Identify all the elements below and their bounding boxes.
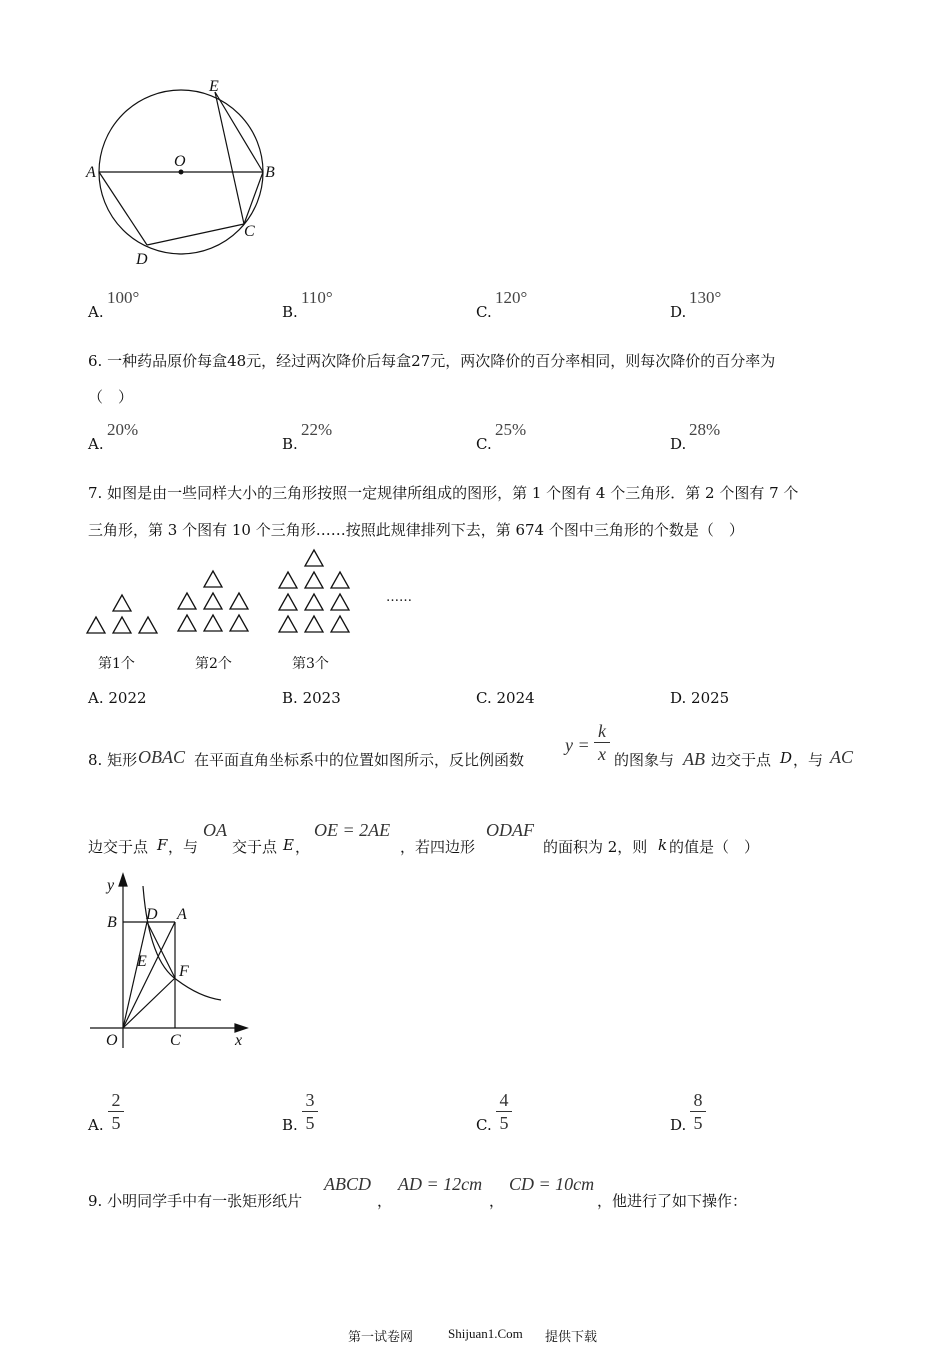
- q8-seg-oa: OA: [203, 820, 227, 840]
- q7-option-b: [282, 689, 341, 707]
- label-e: E: [209, 78, 219, 95]
- q7-caption-2: 第2个: [195, 656, 232, 672]
- label-x: x: [235, 1032, 243, 1049]
- y-axis-arrow: [119, 874, 127, 886]
- triangle: [204, 593, 222, 609]
- footer-site-name: 第一试卷网: [348, 1330, 414, 1345]
- q8-l2-c: ，: [295, 838, 311, 856]
- q8-seg-ac: AC: [830, 747, 854, 767]
- triangle: [305, 616, 323, 632]
- option-value: 25%: [495, 420, 527, 439]
- q9-comma-1: ，: [377, 1192, 393, 1210]
- q9-pre: 9. 小明同学手中有一张矩形纸片: [88, 1192, 303, 1210]
- label-c: C: [170, 1032, 181, 1049]
- q8-l2-pre: 边交于点: [88, 838, 149, 856]
- label-e: E: [137, 953, 147, 970]
- fraction-denominator: 5: [111, 1113, 121, 1133]
- fraction-denominator: 5: [499, 1113, 509, 1133]
- fraction-denominator: 5: [693, 1113, 703, 1133]
- triangle: [305, 572, 323, 588]
- option-letter: D.: [670, 1116, 687, 1134]
- option-letter: B.: [282, 435, 298, 453]
- option-value: 2025: [691, 689, 730, 707]
- label-a: A: [177, 906, 187, 923]
- q8-rect-name: OBAC: [138, 747, 185, 767]
- q8-mid3: 边交于点: [711, 751, 772, 769]
- q9-rect-name: ABCD: [324, 1174, 371, 1194]
- triangle: [279, 616, 297, 632]
- label-d: D: [136, 251, 148, 268]
- hyperbola-curve: [143, 886, 221, 1000]
- option-letter: C.: [476, 1116, 492, 1134]
- option-value: 28%: [689, 420, 721, 439]
- triangle: [331, 594, 349, 610]
- q7-option-d: [670, 689, 729, 707]
- q8-equation: OE = 2AE: [314, 820, 391, 840]
- q8-point-d: D: [780, 749, 793, 767]
- q6-question-text: 6. 一种药品原价每盒48元，经过两次降价后每盒27元，两次降价的百分率相同，则每次降价的百分率为: [88, 352, 776, 370]
- label-c: C: [244, 223, 255, 240]
- option-value: 20%: [107, 420, 139, 439]
- option-value: 120°: [495, 288, 528, 307]
- label-d: D: [146, 906, 158, 923]
- option-letter: D.: [670, 689, 687, 707]
- triangle: [139, 617, 157, 633]
- option-value: 22%: [301, 420, 333, 439]
- fraction-bar: [594, 742, 610, 743]
- q8-mid2: 的图象与: [614, 751, 675, 769]
- q8-func-lhs: y =: [565, 735, 590, 755]
- q8-quad-name: ODAF: [486, 820, 534, 840]
- q6-answer-paren: （ ）: [88, 388, 134, 406]
- q7-option-c: [476, 689, 535, 707]
- triangle: [279, 572, 297, 588]
- q8-coordinate-figure: [85, 868, 265, 1058]
- segment-od: [123, 922, 147, 1028]
- option-letter: A.: [88, 1116, 104, 1134]
- option-value: 2023: [302, 689, 341, 707]
- option-letter: C.: [476, 303, 492, 321]
- option-fraction: [496, 1090, 512, 1133]
- triangle: [305, 594, 323, 610]
- triangle: [178, 593, 196, 609]
- triangle: [230, 615, 248, 631]
- segment-of: [123, 978, 175, 1028]
- fraction-numerator: 2: [111, 1090, 121, 1110]
- label-f: F: [179, 963, 189, 980]
- triangle: [279, 594, 297, 610]
- option-value: 100°: [107, 288, 140, 307]
- q8-var-k: k: [658, 836, 668, 854]
- q7-question-line2: 三角形，第 3 个图有 10 个三角形……按照此规律排列下去，第 674 个图中三角形的个数是（ ）: [88, 521, 744, 539]
- center-dot: [179, 170, 184, 175]
- fraction-denominator: 5: [305, 1113, 315, 1133]
- q8-mid1: 在平面直角坐标系中的位置如图所示，反比例函数: [194, 751, 525, 769]
- label-a: A: [86, 164, 96, 181]
- option-letter: C.: [476, 689, 492, 707]
- option-letter: A.: [88, 435, 104, 453]
- option-letter: D.: [670, 435, 687, 453]
- q7-caption-3: 第3个: [292, 656, 329, 672]
- option-value: 2024: [496, 689, 535, 707]
- fraction-numerator: 8: [693, 1090, 703, 1110]
- q8-pre: 8. 矩形: [88, 751, 138, 769]
- triangle: [204, 571, 222, 587]
- q8-point-f: F: [157, 836, 168, 854]
- triangle: [113, 617, 131, 633]
- option-letter: B.: [282, 1116, 298, 1134]
- fraction-numerator: k: [598, 721, 606, 741]
- q8-mid4: ，与: [793, 751, 824, 769]
- fraction-denominator: x: [598, 744, 606, 764]
- option-value: 130°: [689, 288, 722, 307]
- option-letter: B.: [282, 303, 298, 321]
- triangle: [305, 550, 323, 566]
- q7-question-line1: 7. 如图是由一些同样大小的三角形按照一定规律所组成的图形，第 1 个图有 4 个三角形．第 2 个图有 7 个: [88, 484, 799, 502]
- option-letter: D.: [670, 303, 687, 321]
- fraction-bar: [690, 1111, 706, 1112]
- fraction-bar: [108, 1111, 124, 1112]
- triangle: [331, 572, 349, 588]
- option-letter: A.: [88, 689, 104, 707]
- q8-point-e: E: [283, 836, 294, 854]
- fraction-bar: [302, 1111, 318, 1112]
- segment-oa: [123, 922, 175, 1028]
- q8-seg-ab: AB: [683, 749, 705, 769]
- label-y: y: [107, 877, 115, 894]
- q9-post: ，他进行了如下操作：: [597, 1192, 748, 1210]
- q8-l2-a: ，与: [168, 838, 199, 856]
- label-b: B: [265, 164, 275, 181]
- x-axis-arrow: [235, 1024, 247, 1032]
- fraction-numerator: 4: [499, 1090, 509, 1110]
- footer-site-url: Shijuan1.Com: [448, 1326, 523, 1341]
- option-letter: A.: [88, 303, 104, 321]
- segment-ad: [99, 172, 147, 245]
- option-letter: B.: [282, 689, 298, 707]
- q7-triangle-patterns: [80, 545, 370, 640]
- option-fraction: [108, 1090, 124, 1133]
- triangle: [204, 615, 222, 631]
- label-o: O: [174, 153, 186, 170]
- triangle: [178, 615, 196, 631]
- option-value: 2022: [108, 689, 147, 707]
- q8-func-fraction: [594, 721, 610, 764]
- footer-download-note: 提供下载: [545, 1330, 598, 1345]
- q8-l2-e: 的面积为 2，则: [543, 838, 648, 856]
- q7-ellipsis: ……: [386, 590, 412, 605]
- option-letter: C.: [476, 435, 492, 453]
- triangle: [87, 617, 105, 633]
- label-b: B: [107, 914, 117, 931]
- fraction-numerator: 3: [305, 1090, 315, 1110]
- q9-cd-length: CD = 10cm: [509, 1174, 595, 1194]
- option-value: 110°: [301, 288, 333, 307]
- segment-ec: [215, 92, 244, 224]
- q9-comma-2: ，: [489, 1192, 505, 1210]
- triangle: [113, 595, 131, 611]
- q8-l2-b: 交于点: [232, 838, 278, 856]
- option-fraction: [690, 1090, 706, 1133]
- q8-l2-d: ，若四边形: [400, 838, 476, 856]
- segment-eb: [215, 92, 263, 172]
- q8-l2-f: 的值是（ ）: [669, 838, 760, 856]
- q9-ad-length: AD = 12cm: [398, 1174, 483, 1194]
- fraction-bar: [496, 1111, 512, 1112]
- q7-option-a: [88, 689, 147, 707]
- triangle: [331, 616, 349, 632]
- label-o: O: [106, 1032, 118, 1049]
- segment-dc: [147, 224, 244, 245]
- option-fraction: [302, 1090, 318, 1133]
- q7-caption-1: 第1个: [98, 656, 135, 672]
- triangle: [230, 593, 248, 609]
- q5-circle-figure: [80, 75, 290, 270]
- segment-cb: [244, 172, 263, 224]
